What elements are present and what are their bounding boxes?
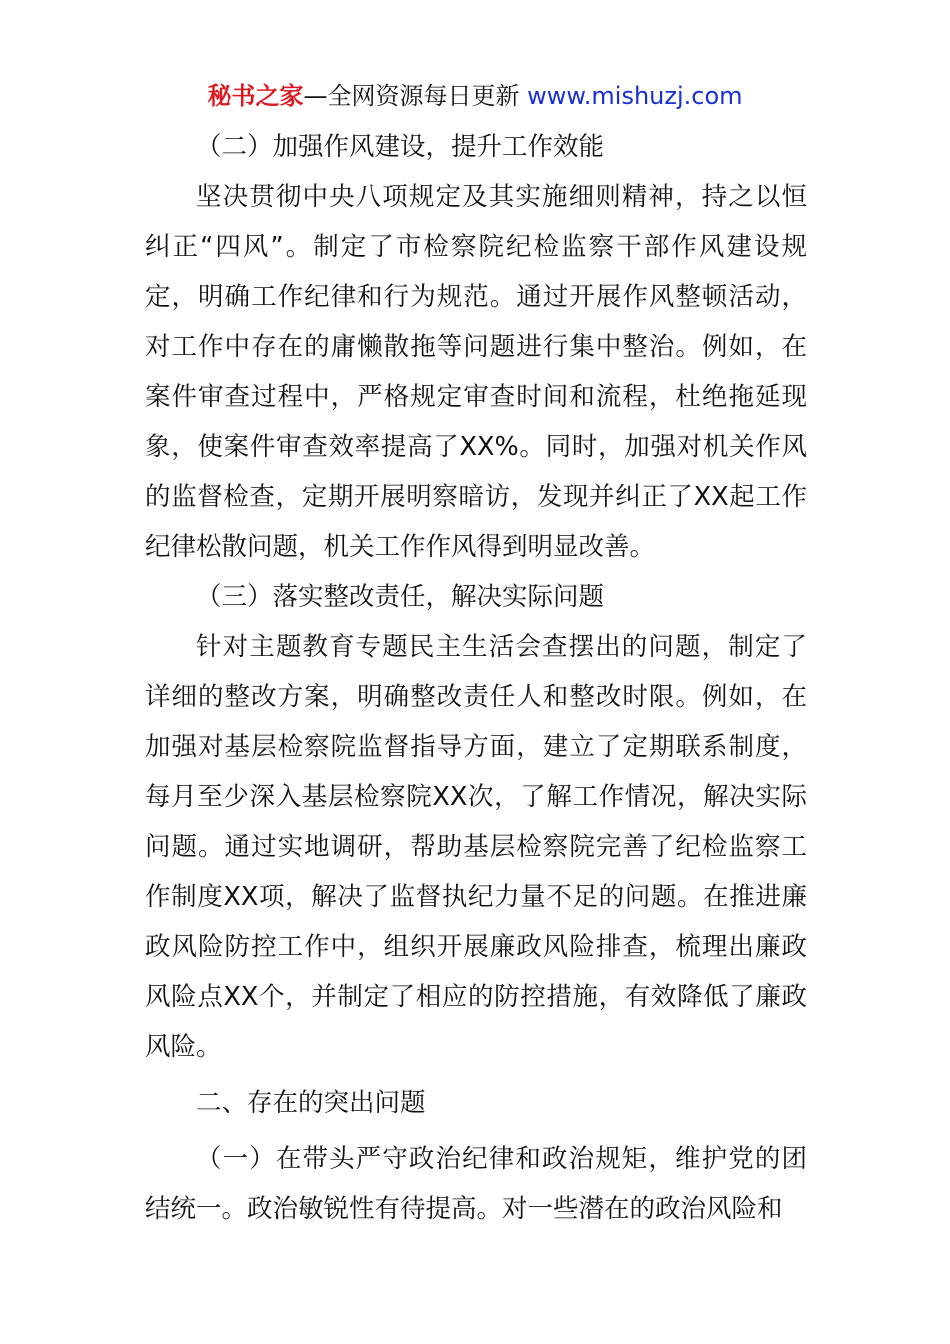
brand-name: 秘书之家 xyxy=(207,82,304,110)
site-url-link[interactable]: www.mishuzj.com xyxy=(527,82,743,110)
document-body xyxy=(145,122,807,1234)
section-heading-3: （三）落实整改责任，解决实际问题 xyxy=(196,582,605,612)
header-tagline: —全网资源每日更新 xyxy=(303,82,520,110)
site-header xyxy=(0,80,950,112)
chapter-heading: 二、存在的突出问题 xyxy=(196,1088,426,1118)
body-paragraph: （一）在带头严守政治纪律和政治规矩，维护党的团结统一。政治敏锐性有待提高。对一些潜在的政治风险和 xyxy=(145,1144,807,1224)
section-heading-2: （二）加强作风建设，提升工作效能 xyxy=(196,132,605,162)
body-paragraph: 坚决贯彻中央八项规定及其实施细则精神，持之以恒纠正“四风”。制定了市检察院纪检监察干部作风建设规定，明确工作纪律和行为规范。通过开展作风整顿活动，对工作中存在的庸懒散拖等问题进行集中整治。例如，在案件审查过程中，严格规定审查时间和流程，杜绝拖延现象，使案件审查效率提高了XX%。同时，加强对机关作风的监督检查，定期开展明察暗访，发现并纠正了XX起工作纪律松散问题，机关工作作风得到明显改善。 xyxy=(145,182,807,562)
body-paragraph: 针对主题教育专题民主生活会查摆出的问题，制定了详细的整改方案，明确整改责任人和整改时限。例如，在加强对基层检察院监督指导方面，建立了定期联系制度，每月至少深入基层检察院XX次，了解工作情况，解决实际问题。通过实地调研，帮助基层检察院完善了纪检监察工作制度XX项，解决了监督执纪力量不足的问题。在推进廉政风险防控工作中，组织开展廉政风险排查，梳理出廉政风险点XX个，并制定了相应的防控措施，有效降低了廉政风险。 xyxy=(145,632,807,1062)
